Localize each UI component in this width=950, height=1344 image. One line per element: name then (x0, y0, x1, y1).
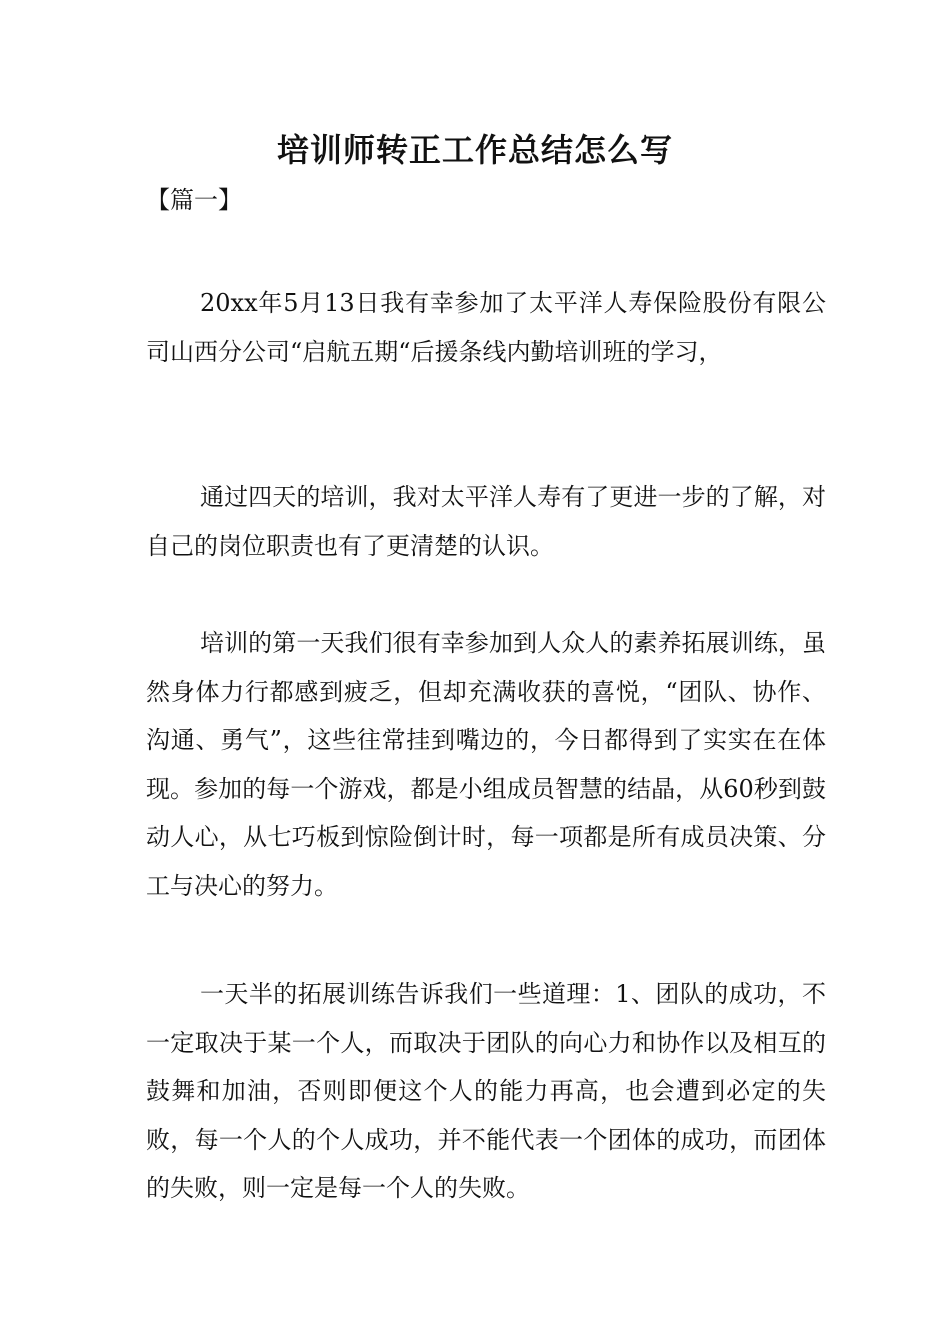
paragraph-2: 通过四天的培训，我对太平洋人寿有了更进一步的了解，对自己的岗位职责也有了更清楚的认识。 (146, 483, 826, 560)
paragraph-4: 一天半的拓展训练告诉我们一些道理：1、团队的成功，不一定取决于某一个人，而取决于团队的向心力和协作以及相互的鼓舞和加油，否则即便这个人的能力再高，也会遭到必定的失败，每一个人的个人成功，并不能代表一个团体的成功，而团体的失败，则一定是每一个人的失败。 (146, 980, 826, 1202)
section-label: 【篇一】 (146, 186, 242, 214)
page-title: 培训师转正工作总结怎么写 (276, 131, 673, 169)
paragraph-1: 20xx年5月13日我有幸参加了太平洋人寿保险股份有限公司山西分公司“启航五期“后援条线内勤培训班的学习， (146, 289, 826, 366)
paragraph-3: 培训的第一天我们很有幸参加到人众人的素养拓展训练，虽然身体力行都感到疲乏，但却充满收获的喜悦，“团队、协作、沟通、勇气”，这些往常挂到嘴边的，今日都得到了实实在在体现。参加的每一个游戏，都是小组成员智慧的结晶，从60秒到鼓动人心，从七巧板到惊险倒计时，每一项都是所有成员决策、分工与决心的努力。 (146, 629, 826, 900)
